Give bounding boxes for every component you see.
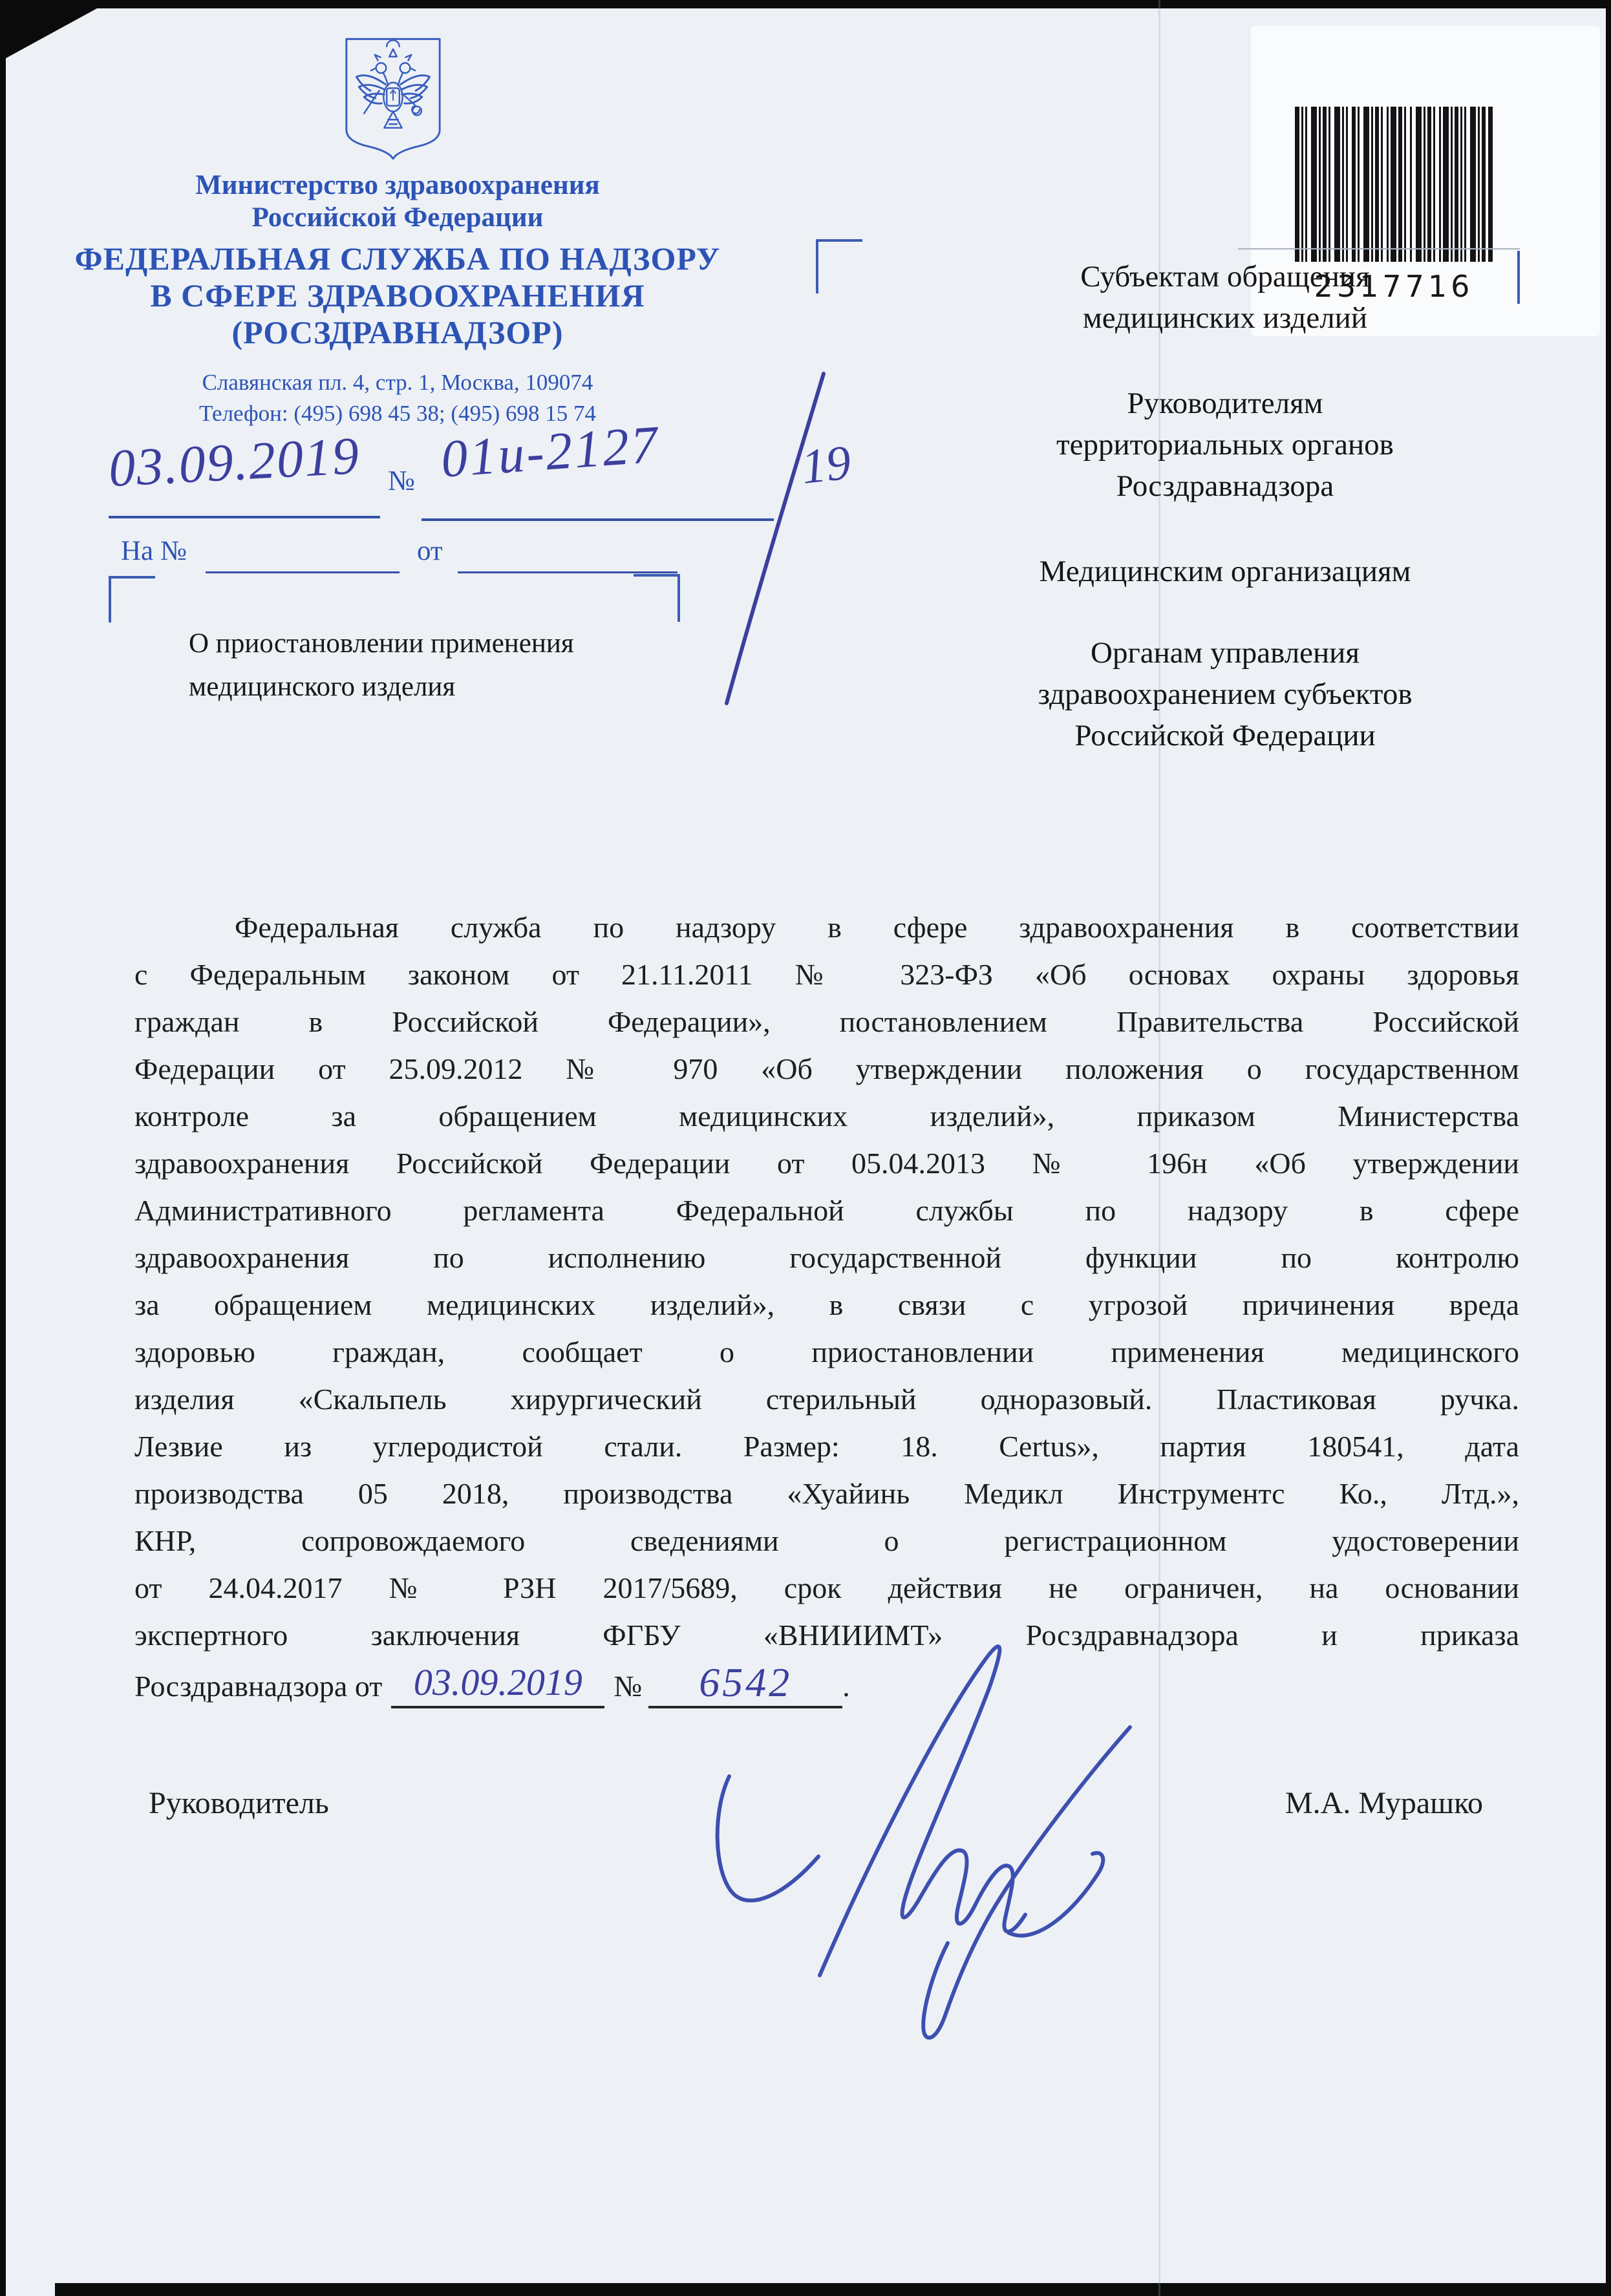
handwritten-outgoing-number: 01и-2127 (439, 414, 662, 489)
subject-line1: О приостановлении применения (189, 628, 574, 659)
ministry-name-block (71, 169, 724, 234)
handwritten-number-suffix: 19 (798, 435, 854, 494)
reply-date-label: от (417, 536, 443, 566)
number-sign-label: № (388, 465, 415, 496)
body-line: здоровью граждан, сообщает о приостановлении применения медицинского (134, 1335, 1519, 1368)
recipient-line: Российской Федерации (1074, 719, 1376, 752)
service-line3: (РОСЗДРАВНАДЗОР) (231, 314, 564, 350)
scan-corner-wedge (0, 8, 97, 61)
barcode-icon (1295, 107, 1493, 262)
coat-of-arms-icon (343, 35, 443, 162)
scan-edge-left (0, 0, 6, 2296)
recipient-line: здравоохранением субъектов (1038, 677, 1413, 711)
body-line: контроле за обращением медицинских изделий», приказом Министерства (134, 1100, 1519, 1132)
subject-corner-mark-right (634, 574, 680, 622)
recipient-item (918, 551, 1532, 592)
outgoing-date-underline (109, 516, 380, 518)
phone-line: Телефон: (495) 698 45 38; (495) 698 15 74 (199, 401, 596, 426)
body-line: от 24.04.2017 № РЗН 2017/5689, срок действия не ограничен, на основании (134, 1571, 1519, 1604)
handwritten-order-number: 6542 (648, 1659, 842, 1708)
subject-corner-mark-left (109, 576, 155, 622)
recipient-line: Органам управления (1091, 636, 1360, 670)
recipients-block (918, 256, 1532, 800)
recipient-line: медицинских изделий (1082, 301, 1367, 335)
body-line: КНР, сопровождаемого сведениями о регистрационном удостоверении (134, 1524, 1519, 1557)
recipient-line: территориальных органов (1056, 428, 1394, 462)
signer-name: М.А. Мурашко (1285, 1786, 1483, 1820)
reply-number-underline (206, 571, 400, 573)
body-line: Федеральная служба по надзору в сфере здравоохранения в соответствии (235, 911, 1519, 944)
ministry-line1: Министерство здравоохранения (195, 170, 600, 200)
ministry-line2: Российской Федерации (251, 202, 544, 233)
addressee-zone-line (1238, 248, 1520, 250)
recipient-line: Медицинским организациям (1039, 555, 1411, 588)
reply-number-label: На № (121, 536, 187, 566)
recipient-item (918, 383, 1532, 507)
subject-line2: медицинского изделия (189, 672, 456, 702)
body-line: производства 05 2018, производства «Хуайинь Медикл Инструментс Ко., Лтд.», (134, 1477, 1519, 1510)
addressee-corner-mark-left (816, 239, 862, 293)
body-line: изделия «Скальпель хирургический стерильный одноразовый. Пластиковая ручка. (134, 1383, 1519, 1416)
recipient-item (918, 632, 1532, 756)
reply-date-underline (458, 571, 677, 573)
body-line: Федерации от 25.09.2012 № 970 «Об утверждении положения о государственном (134, 1052, 1519, 1085)
service-line2: В СФЕРЕ ЗДРАВООХРАНЕНИЯ (150, 277, 645, 314)
signature-icon (672, 1538, 1164, 2056)
body-line: экспертного заключения ФГБУ «ВНИИИМТ» Росздравнадзора и приказа (134, 1619, 1519, 1652)
barcode-number: 2317716 (1314, 269, 1474, 304)
body-line: здравоохранения Российской Федерации от 05.04.2013 № 196н «Об утверждении (134, 1147, 1519, 1180)
scan-edge-top (0, 0, 1611, 8)
body-line: здравоохранения по исполнению государственной функции по контролю (134, 1241, 1519, 1274)
signer-title: Руководитель (149, 1786, 329, 1820)
recipient-line: Субъектам обращения (1080, 260, 1370, 293)
recipient-line: Росздравнадзора (1116, 469, 1334, 503)
body-line: Лезвие из углеродистой стали. Размер: 18. Certus», партия 180541, дата (134, 1430, 1519, 1463)
handwritten-order-date: 03.09.2019 (391, 1659, 604, 1708)
subject-block (189, 622, 771, 708)
body-line: с Федеральным законом от 21.11.2011 № 323-ФЗ «Об основах охраны здоровья (134, 958, 1519, 991)
order-number-sign: № (613, 1670, 643, 1703)
recipient-line: Руководителям (1127, 387, 1323, 420)
scan-edge-bottom (55, 2283, 1611, 2296)
last-line-period: . (842, 1670, 850, 1703)
body-line: за обращением медицинских изделий», в связи с угрозой причинения вреда (134, 1288, 1519, 1321)
handwritten-outgoing-date: 03.09.2019 (107, 425, 362, 498)
recipient-item (918, 256, 1532, 339)
address-line: Славянская пл. 4, стр. 1, Москва, 109074 (202, 370, 593, 395)
body-line: граждан в Российской Федерации», постановлением Правительства Российской (134, 1005, 1519, 1038)
service-line1: ФЕДЕРАЛЬНАЯ СЛУЖБА ПО НАДЗОРУ (74, 240, 721, 277)
last-line-prefix: Росздравнадзора от (134, 1670, 383, 1703)
scan-edge-right (1606, 0, 1611, 2296)
body-line: Административного регламента Федеральной службы по надзору в сфере (134, 1194, 1519, 1227)
service-name-block (55, 240, 740, 351)
